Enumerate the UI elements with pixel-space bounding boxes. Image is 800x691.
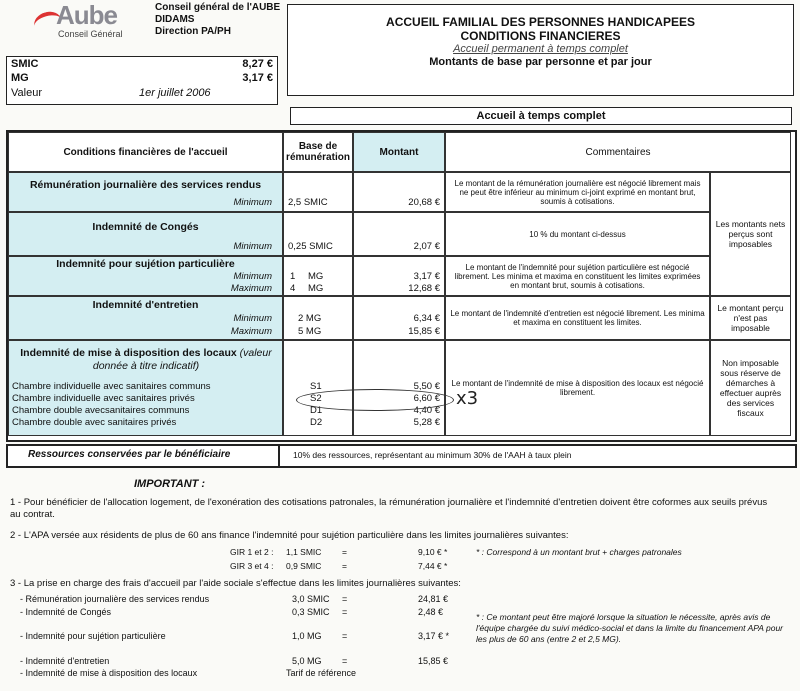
base-value: 1 [290,271,296,282]
header-conditions: Conditions financières de l'accueil [8,132,283,172]
row-title: Indemnité de mise à disposition des locaux [20,347,237,359]
row-sub: Minimum [233,241,272,252]
smic-box [6,56,278,105]
mg-row [11,72,273,86]
valeur-date: 1er juillet 2006 [139,87,211,99]
mg-label: MG [11,72,29,84]
limit-value: 2,48 € [418,607,444,617]
comment-cell: Le montant de l'indemnité pour sujétion particulière est négocié librement. Les minima et maxima en constituent les limites exprimées en montant brut, soumis à cotisations. [445,256,710,296]
base-value: 2,5 SMIC [288,197,328,208]
row-title: Indemnité d'entretien [92,299,199,311]
smic-value: 8,27 € [242,58,273,70]
org-line: Conseil général de l'AUBE [155,2,281,13]
doc-mode: Accueil permanent à temps complet [453,43,628,55]
montant-cell [353,256,445,296]
row-title-note: (valeur donnée à titre indicatif) [92,347,272,372]
limit-base: 3,0 SMIC [292,594,330,604]
limit-value: 24,81 € [418,594,449,604]
base-cell [283,172,353,212]
base-value: S2 [310,393,322,404]
doc-title: ACCUEIL FAMILIAL DES PERSONNES HANDICAPEES [386,15,695,29]
montant-value: 6,34 € [413,313,440,324]
ressources-label: Ressources conservées par le bénéficiaire [28,449,231,460]
montant-value: 4,40 € [413,405,440,416]
comment-cell: 10 % du montant ci-dessus [445,212,710,256]
limit-value: 15,85 € [418,656,449,666]
montant-value: 2,07 € [413,241,440,252]
ressources-bar [6,444,797,468]
row-sub: Maximum [230,283,272,294]
gir2-label: GIR 3 et 4 : [230,561,274,571]
ressources-text: 10% des ressources, représentant au minimum 30% de l'AAH à taux plein [293,450,572,460]
row-remuneration [8,172,283,212]
header-comment: Commentaires [445,132,791,172]
row-conges [8,212,283,256]
row-title: Indemnité pour sujétion particulière [56,258,235,270]
limit-label: - Indemnité de Congés [20,607,112,617]
important-p1: 1 - Pour bénéficier de l'allocation logement, de l'exonération des cotisations patronales, la rémunération journalière et l'indemnité d'entretien doivent être coformes aux seuils prévus au contrat. [10,497,768,520]
doc-subtitle: CONDITIONS FINANCIERES [460,29,621,43]
header-base: Base de rémunération [283,132,353,172]
row-locaux [8,340,283,436]
room-label: Chambre double avecsanitaires communs [12,405,190,416]
side-comment-imposable: Les montants nets perçus sont imposables [710,172,791,296]
montant-value: 3,17 € [413,271,440,282]
gir2-value: 7,44 € * [418,561,448,571]
logo-subtitle: Conseil Général [58,29,123,39]
limit-base: 5,0 MG [292,656,322,666]
row-sub: Minimum [233,197,272,208]
accueil-bar: Accueil à temps complet [290,107,792,125]
row-sub: Minimum [233,271,272,282]
row-title: Rémunération journalière des services rendus [29,179,262,191]
smic-label: SMIC [11,58,39,70]
ressources-divider [278,446,280,466]
row-title-block [15,347,277,373]
montant-cell [353,172,445,212]
room-label: Chambre individuelle avec sanitaires communs [12,381,211,392]
gir1-value: 9,10 € * [418,547,448,557]
base-value: S1 [310,381,322,392]
side-comment-fiscal: Non imposable sous réserve de démarches à effectuer auprès des services fiscaux [710,340,791,436]
header-montant: Montant [353,132,445,172]
base-value: D1 [310,405,323,416]
montant-cell [353,212,445,256]
row-entretien [8,296,283,340]
smic-row [11,58,273,72]
montant-cell [353,296,445,340]
base-unit: MG [308,271,324,282]
row-sub: Minimum [233,313,272,324]
base-cell [283,296,353,340]
montant-value: 6,60 € [413,393,440,404]
limit-value: 3,17 € * [418,631,450,641]
limit-eq: = [342,607,348,617]
limit-label: - Indemnité pour sujétion particulière [20,631,166,641]
montant-value: 5,50 € [413,381,440,392]
gir1-base: 1,1 SMIC [286,547,322,557]
gir2-base: 0,9 SMIC [286,561,322,571]
base-value: 0,25 SMIC [288,241,333,252]
montant-cell [353,340,445,436]
room-label: Chambre double avec sanitaires privés [12,417,177,428]
gir1-eq: = [342,547,347,557]
limit-eq: = [342,631,348,641]
comment-cell: Le montant de l'indemnité d'entretien est négocié librement. Les minima et maxima en constituent les limites. [445,296,710,340]
comment-cell: Le montant de la rémunération journalière est négocié librement mais ne peut être inférieur au minimum ci-joint exprimé en montant brut, soumis à cotisations. [445,172,710,212]
side-comment-non-imposable: Le montant perçu n'est pas imposable [710,296,791,340]
important-p2: 2 - L'APA versée aux résidents de plus de 60 ans finance l'indemnité pour sujétion particulière dans les limites journalières suivantes: [10,530,569,541]
limit-eq: = [342,656,348,666]
organization-block [155,2,280,38]
important-title: IMPORTANT : [134,478,206,490]
row-sub: Maximum [230,326,272,337]
handwritten-circle [296,389,454,411]
base-value: 2 MG [298,313,322,324]
note-brut: * : Correspond à un montant brut + charges patronales [476,547,682,557]
room-label: Chambre individuelle avec sanitaires privés [12,393,195,404]
base-cell [283,256,353,296]
montant-value: 20,68 € [408,197,440,208]
logo-text: Aube [56,0,117,30]
gir1-label: GIR 1 et 2 : [230,547,274,557]
base-cell [283,212,353,256]
base-value: 4 [290,283,296,294]
org-line: DIDAMS [155,14,195,25]
limit-base: 1,0 MG [292,631,322,641]
gir2-eq: = [342,561,347,571]
montant-value: 15,85 € [408,326,440,337]
base-value: D2 [310,417,323,428]
limit-base: Tarif de référence [286,668,357,678]
important-p3: 3 - La prise en charge des frais d'accueil par l'aide sociale s'effectue dans les limites journalières suivantes: [10,578,461,589]
title-box [287,4,794,96]
doc-heading: Montants de base par personne et par jour [429,56,652,68]
montant-value: 5,28 € [413,417,440,428]
note-majoration: * : Ce montant peut être majoré lorsque la situation le nécessite, après avis de l'équipe chargée du suivi médico-social et dans la limite du financement APA pour les plus de 60 ans (entre 2 et 2,5 MG). [476,612,784,644]
org-line: Direction PA/PH [155,26,231,37]
limit-label: - Indemnité d'entretien [20,656,110,666]
montant-value: 12,68 € [408,283,440,294]
limit-label: - Indemnité de mise à disposition des locaux [20,668,198,678]
base-unit: MG [308,283,324,294]
handwritten-note: x3 [456,388,479,409]
limit-eq: = [342,594,348,604]
limit-base: 0,3 SMIC [292,607,330,617]
comment-cell: Le montant de l'indemnité de mise à disposition des locaux est négocié librement. [445,340,710,436]
mg-value: 3,17 € [242,72,273,84]
valeur-label: Valeur [11,87,42,99]
row-title: Indemnité de Congés [92,221,199,233]
row-sujetion [8,256,283,296]
limit-label: - Rémunération journalière des services rendus [20,594,210,604]
valeur-row [11,87,273,101]
base-cell [283,340,353,436]
aube-logo [34,0,134,40]
base-value: 5 MG [298,326,322,337]
